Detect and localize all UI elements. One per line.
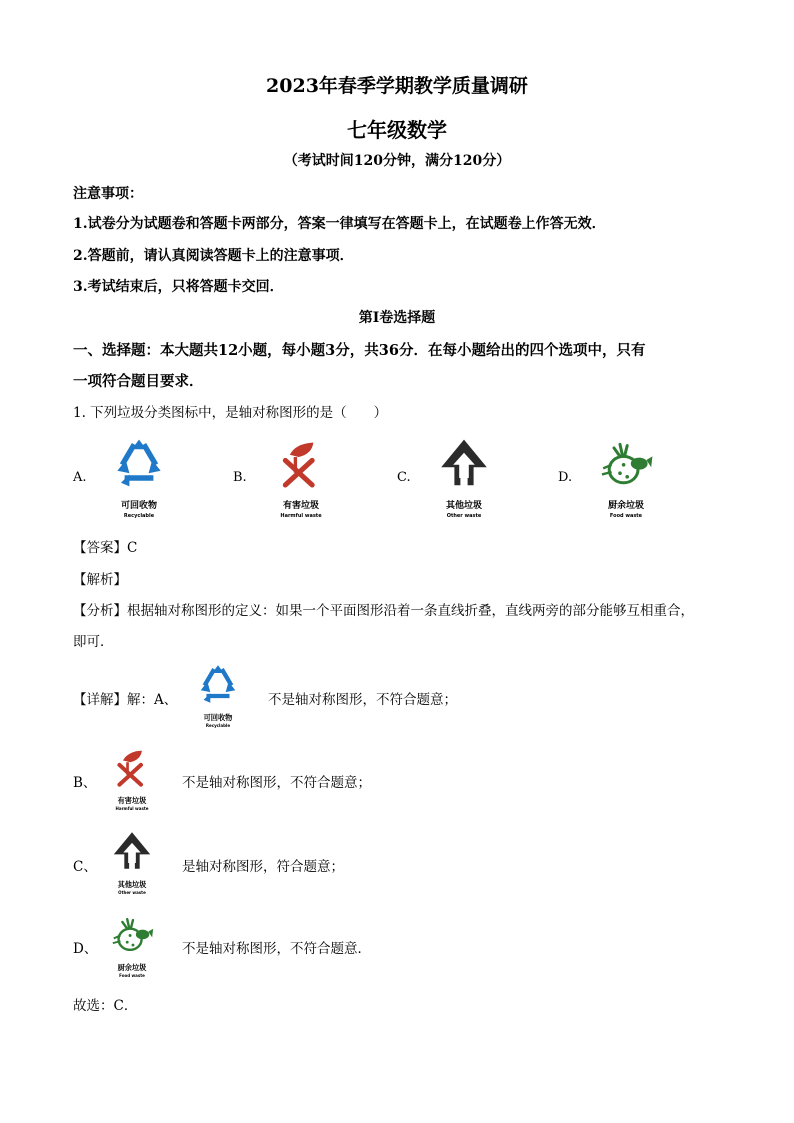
- detail-d-text: 不是轴对称图形，不符合题意．: [182, 941, 371, 957]
- svg-text:其他垃圾: 其他垃圾: [117, 880, 147, 889]
- analysis-heading: 【解析】: [73, 572, 127, 588]
- svg-text:Recyclable: Recyclable: [123, 513, 155, 519]
- option-d-label: D.: [558, 470, 573, 485]
- harmful-waste-icon: [104, 745, 160, 813]
- detail-c-label: C、: [73, 859, 97, 875]
- detail-a-text: 不是轴对称图形，不符合题意；: [268, 692, 457, 708]
- svg-text:可回收物: 可回收物: [203, 713, 233, 722]
- recyclable-icon: [190, 662, 246, 730]
- note-item-1: 1.试卷分为试题卷和答题卡两部分，答案一律填写在答题卡上，在试题卷上作答无效．: [73, 216, 606, 232]
- detail-b-label: B、: [73, 775, 97, 791]
- svg-text:有害垃圾: 有害垃圾: [117, 796, 147, 805]
- answer-line: 【答案】C: [73, 540, 138, 556]
- option-c-label: C.: [397, 470, 411, 485]
- svg-text:Harmful waste: Harmful waste: [280, 513, 322, 519]
- section-intro-line1: 一、选择题：本大题共12小题，每小题3分，共36分．在每小题给出的四个选项中，只有: [73, 342, 646, 359]
- svg-text:Recyclable: Recyclable: [205, 723, 231, 729]
- harmful-waste-icon: [266, 436, 336, 520]
- conclusion: 故选：C．: [73, 998, 138, 1014]
- recyclable-icon: [104, 436, 174, 520]
- svg-text:厨余垃圾: 厨余垃圾: [607, 501, 645, 511]
- option-b-label: B.: [233, 470, 247, 485]
- svg-text:可回收物: 可回收物: [120, 501, 158, 511]
- section-title: 第I卷选择题: [358, 310, 436, 326]
- exam-info: （考试时间120分钟，满分120分）: [283, 153, 511, 169]
- svg-text:有害垃圾: 有害垃圾: [282, 501, 320, 511]
- analysis-line2: 即可．: [73, 634, 114, 650]
- option-a-label: A.: [73, 470, 87, 485]
- other-waste-icon: [429, 436, 499, 520]
- svg-text:Other waste: Other waste: [118, 890, 146, 896]
- detail-prefix: 【详解】解：A、: [73, 692, 178, 708]
- svg-text:Other waste: Other waste: [446, 513, 482, 519]
- exam-subject: 七年级数学: [347, 118, 447, 142]
- section-intro-line2: 一项符合题目要求．: [73, 373, 204, 390]
- svg-text:厨余垃圾: 厨余垃圾: [117, 963, 147, 972]
- note-item-3: 3.考试结束后，只将答题卡交回．: [73, 279, 284, 295]
- detail-c-text: 是轴对称图形，符合题意；: [182, 859, 344, 875]
- svg-text:Harmful waste: Harmful waste: [115, 806, 149, 812]
- note-item-2: 2.答题前，请认真阅读答题卡上的注意事项．: [73, 248, 354, 264]
- detail-b-text: 不是轴对称图形，不符合题意；: [182, 775, 371, 791]
- svg-text:其他垃圾: 其他垃圾: [445, 501, 483, 511]
- exam-title: 2023年春季学期教学质量调研: [266, 75, 528, 97]
- svg-text:Food waste: Food waste: [119, 973, 145, 979]
- question-stem: 1. 下列垃圾分类图标中，是轴对称图形的是（ ）: [73, 405, 388, 421]
- food-waste-icon: [591, 436, 661, 520]
- svg-text:Food waste: Food waste: [609, 513, 643, 519]
- notes-heading: 注意事项：: [73, 186, 143, 202]
- analysis-line1: 【分析】根据轴对称图形的定义：如果一个平面图形沿着一条直线折叠，直线两旁的部分能够互相重合，: [73, 603, 694, 619]
- other-waste-icon: [104, 829, 160, 897]
- detail-d-label: D、: [73, 941, 98, 957]
- food-waste-icon: [104, 912, 160, 980]
